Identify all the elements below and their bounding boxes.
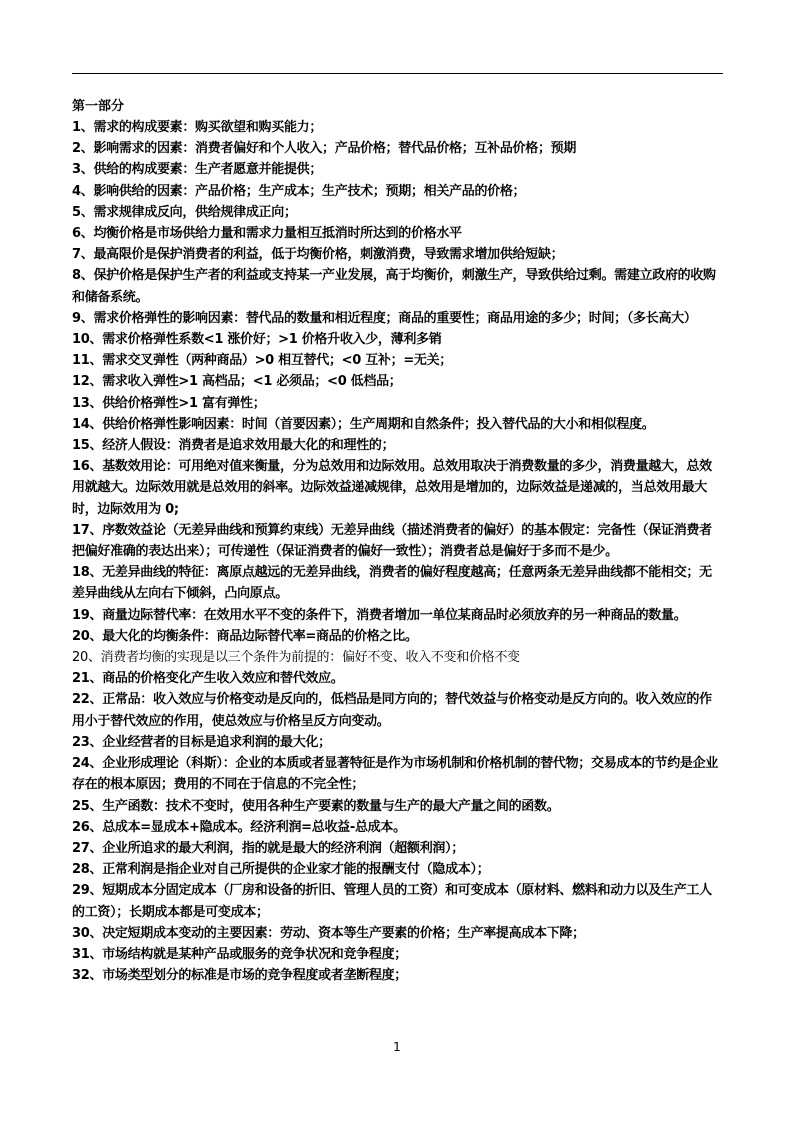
list-item: 21、商品的价格变化产生收入效应和替代效应。 [72,671,344,687]
list-item: 15、经济人假设：消费者是追求效用最大化的和理性的； [72,438,395,454]
list-item: 18、无差异曲线的特征：离原点越远的无差异曲线，消费者的偏好程度越高；任意两条无差异曲线都不能相交；无差异曲线从左向右下倾斜，凸向原点。 [72,565,712,602]
list-item: 14、供给价格弹性影响因素：时间（首要因素）；生产周期和自然条件；投入替代品的大小和相似程度。 [72,416,655,432]
list-item: 2、影响需求的因素：消费者偏好和个人收入；产品价格；替代品价格；互补品价格；预期 [72,141,577,157]
list-item: 5、需求规律成反向，供给规律成正向； [72,204,297,220]
list-item: 1、需求的构成要素：购买欲望和购买能力； [72,120,323,135]
item-list [72,117,723,986]
list-item: 10、需求价格弹性系数<1 涨价好；>1 价格升收入少，薄利多销 [72,332,442,348]
list-item: 7、最高限价是保护消费者的利益，低于均衡价格，刺激消费，导致需求增加供给短缺； [72,247,564,263]
list-item: 26、总成本=显成本+隐成本。经济利润=总收益-总成本。 [72,819,406,835]
list-item: 3、供给的构成要素：生产者愿意并能提供； [72,162,323,178]
list-item: 19、商量边际替代率：在效用水平不变的条件下，消费者增加一单位某商品时必须放弃的另一种商品的数量。 [72,607,687,623]
document-content [72,96,723,986]
list-item: 25、生产函数：技术不变时，使用各种生产要素的数量与生产的最大产量之间的函数。 [72,798,560,814]
list-item: 4、影响供给的因素：产品价格；生产成本；生产技术；预期；相关产品的价格； [72,183,526,199]
list-item: 9、需求价格弹性的影响因素：替代品的数量和相近程度；商品的重要性；商品用途的多少；时间；（多长高大） [72,310,697,326]
list-item: 6、均衡价格是市场供给力量和需求力量相互抵消时所达到的价格水平 [72,226,462,242]
list-item: 32、市场类型划分的标准是市场的竞争程度或者垄断程度； [72,968,407,984]
list-item: 12、需求收入弹性>1 高档品；<1 必须品；<0 低档品； [72,374,402,390]
list-item: 24、企业形成理论（科斯）：企业的本质或者显著特征是作为市场机制和价格机制的替代物；交易成本的节约是企业存在的根本原因；费用的不同在于信息的不完全性； [72,756,718,793]
list-item: 17、序数效益论（无差异曲线和预算约束线）无差异曲线（描述消费者的偏好）的基本假定：完备性（保证消费者把偏好准确的表达出来）；可传递性（保证消费者的偏好一致性）；消费者总是偏好于多而不是少。 [72,522,712,560]
list-item: 20、消费者均衡的实现是以三个条件为前提的：偏好不变、收入不变和价格不变 [72,650,520,666]
list-item: 11、需求交叉弹性（两种商品）>0 相互替代；<0 互补；=无关； [72,353,453,369]
list-item: 27、企业所追求的最大利润，指的就是最大的经济利润（超额利润）； [72,840,464,856]
list-item: 8、保护价格是保护生产者的利益或支持某一产业发展，高于均衡价，刺激生产，导致供给过剩。需建立政府的收购和储备系统。 [72,268,716,305]
list-item: 16、基数效用论：可用绝对值来衡量，分为总效用和边际效用。总效用取决于消费数量的多少，消费量越大，总效用就越大。边际效用就是总效用的斜率。边际效益递减规律，总效用是增加的，边际效益是递减的，当总效用最大时，边际效用为 0; [72,459,712,517]
list-item: 31、市场结构就是某种产品或服务的竞争状况和竞争程度； [72,946,407,962]
list-item: 22、正常品：收入效应与价格变动是反向的，低档品是同方向的；替代效益与价格变动是反方向的。收入效应的作用小于替代效应的作用，使总效应与价格呈反方向变动。 [72,692,712,729]
page-number: 1 [393,1040,401,1054]
list-item: 30、决定短期成本变动的主要因素：劳动、资本等生产要素的价格；生产率提高成本下降； [72,925,585,941]
section-title: 第一部分 [72,99,125,114]
list-item: 28、正常利润是指企业对自己所提供的企业家才能的报酬支付（隐成本）； [72,862,490,878]
list-item: 13、供给价格弹性>1 富有弹性； [72,395,266,411]
list-item: 23、企业经营者的目标是追求利润的最大化； [72,734,331,750]
list-item: 20、最大化的均衡条件：商品边际替代率=商品的价格之比。 [72,628,418,644]
list-item: 29、短期成本分固定成本（厂房和设备的折旧、管理人员的工资）和可变成本（原材料、燃料和动力以及生产工人的工资）；长期成本都是可变成本； [72,883,712,920]
header-rule [72,73,723,74]
